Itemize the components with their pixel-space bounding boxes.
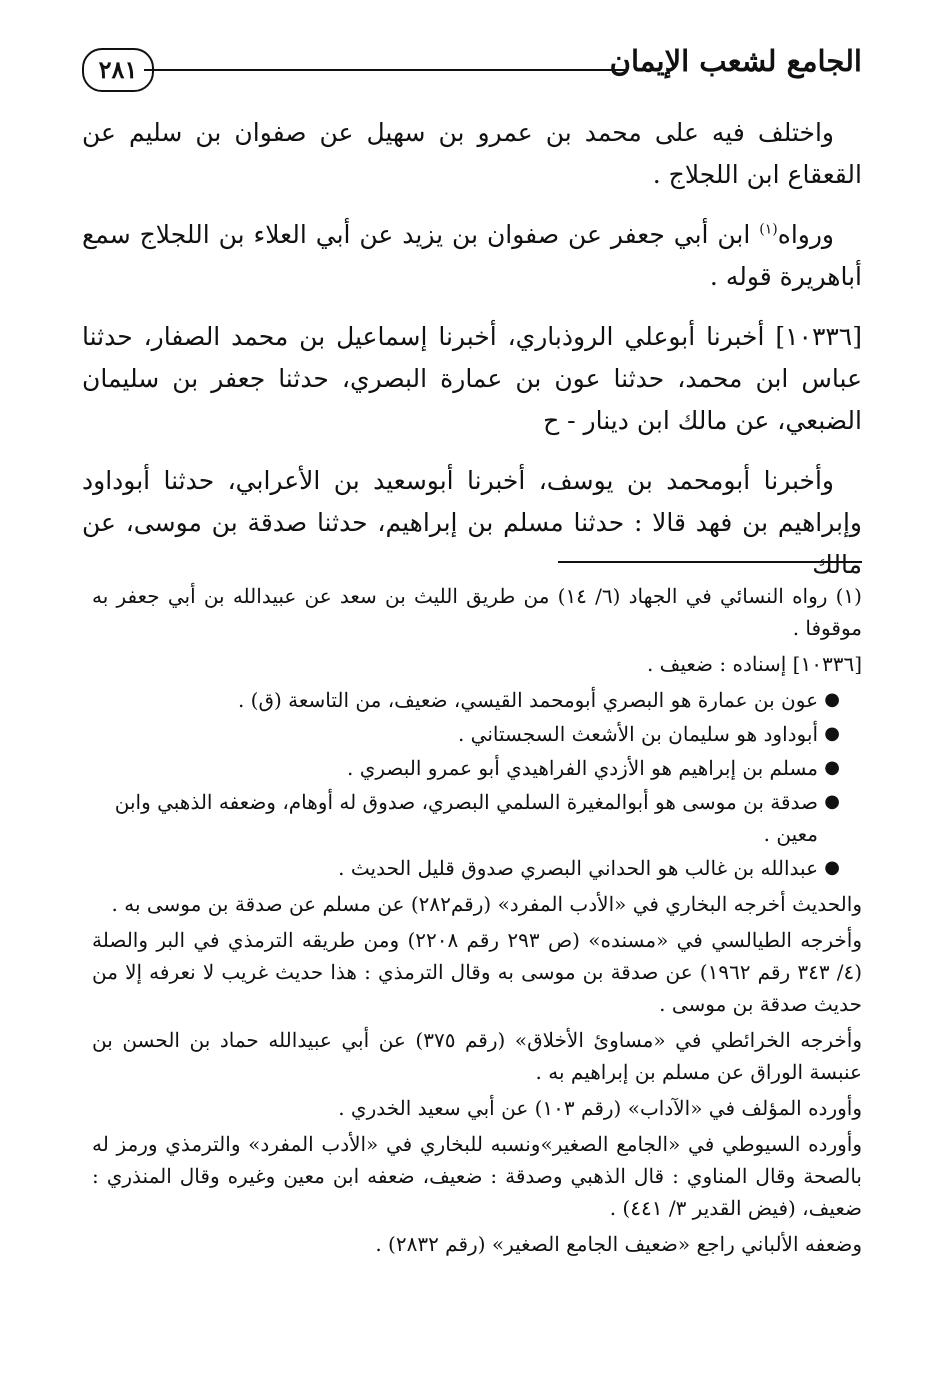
footnote-1: (١) رواه النسائي في الجهاد (٦/ ١٤) من طريق الليث بن سعد عن عبيدالله بن أبي جعفر به موقوفا . bbox=[92, 584, 862, 640]
running-title: الجامع لشعب الإيمان bbox=[609, 44, 862, 78]
footnote-line: وأخرجه الطيالسي في «مسنده» (ص ٢٩٣ رقم ٢٢٠٨) ومن طريقه الترمذي في البر والصلة (٤/ ٣٤٣ رقم ١٩٦٢) عن صدقة بن موسى به وقال الترمذي : هذا حديث غريب لا نعرفه إلا من حديث صدقة بن موسى . bbox=[92, 928, 863, 1016]
footnote-ref-1: (١) bbox=[759, 221, 778, 238]
paragraph-2-rest: ابن أبي جعفر عن صفوان بن يزيد عن أبي العلاء بن اللجلاج سمع أباهريرة قوله . bbox=[82, 220, 862, 291]
list-item bbox=[92, 752, 840, 784]
bullet-icon: ● bbox=[824, 757, 840, 778]
paragraph-2-start: ورواه bbox=[777, 220, 834, 249]
paragraph-2 bbox=[82, 214, 862, 298]
bullet-icon: ● bbox=[824, 689, 840, 710]
paragraph-1: واختلف فيه على محمد بن عمرو بن سهيل عن صفوان بن سليم عن القعقاع ابن اللجلاج . bbox=[82, 118, 862, 189]
page-header bbox=[82, 38, 862, 98]
main-text bbox=[82, 112, 862, 604]
list-item-text: أبوداود هو سليمان بن الأشعث السجستاني . bbox=[457, 722, 818, 746]
footnote-line: وأخرجه الخرائطي في «مساوئ الأخلاق» (رقم ٣٧٥) عن أبي عبيدالله حماد بن الحسن بن عنبسة الوراق عن مسلم بن إبراهيم به . bbox=[92, 1028, 862, 1084]
bullet-icon: ● bbox=[824, 791, 840, 812]
list-item bbox=[92, 684, 840, 716]
list-item-text: عون بن عمارة هو البصري أبومحمد القيسي، ضعيف، من التاسعة (ق) . bbox=[237, 688, 818, 712]
bullet-icon: ● bbox=[824, 723, 840, 744]
page-number: ٢٨١ bbox=[82, 48, 154, 92]
paragraph-3: [١٠٣٣٦] أخبرنا أبوعلي الروذباري، أخبرنا إسماعيل بن محمد الصفار، حدثنا عباس ابن محمد، حدثنا عون بن عمارة البصري، حدثنا جعفر بن سليمان الضبعي، عن مالك ابن دينار - ح bbox=[82, 322, 862, 435]
paragraph-4: وأخبرنا أبومحمد بن يوسف، أخبرنا أبوسعيد بن الأعرابي، حدثنا أبوداود وإبراهيم بن فهد قالا : حدثنا مسلم بن إبراهيم، حدثنا صدقة بن موسى، عن مالك bbox=[82, 466, 862, 579]
footnote-line: وأورده المؤلف في «الآداب» (رقم ١٠٣) عن أبي سعيد الخدري . bbox=[338, 1096, 862, 1120]
footnote-line: وضعفه الألباني راجع «ضعيف الجامع الصغير» (رقم ٢٨٣٢) . bbox=[375, 1232, 862, 1256]
list-item-text: عبدالله بن غالب هو الحداني البصري صدوق قليل الحديث . bbox=[338, 856, 818, 880]
list-item bbox=[92, 786, 840, 850]
footnotes bbox=[92, 580, 862, 1264]
footnote-separator bbox=[558, 561, 862, 563]
header-rule bbox=[144, 69, 626, 71]
footnote-2: [١٠٣٣٦] إسناده : ضعيف . bbox=[646, 652, 862, 676]
list-item-text: مسلم بن إبراهيم هو الأزدي الفراهيدي أبو عمرو البصري . bbox=[347, 756, 818, 780]
bullet-icon: ● bbox=[824, 857, 840, 878]
list-item bbox=[92, 718, 840, 750]
footnote-line: والحديث أخرجه البخاري في «الأدب المفرد» (رقم٢٨٢) عن مسلم عن صدقة بن موسى به . bbox=[111, 892, 862, 916]
footnote-line: وأورده السيوطي في «الجامع الصغير»ونسبه للبخاري في «الأدب المفرد» والترمذي ورمز له بالصحة وقال المناوي : قال الذهبي وصدقة : ضعيف، ضعفه ابن معين وغيره وقال المنذري : ضعيف، (فيض القدير ٣/ ٤٤١) . bbox=[92, 1132, 862, 1220]
list-item-text: صدقة بن موسى هو أبوالمغيرة السلمي البصري، صدوق له أوهام، وضعفه الذهبي وابن معين . bbox=[114, 790, 818, 846]
narrator-list bbox=[92, 684, 862, 884]
list-item bbox=[92, 852, 840, 884]
